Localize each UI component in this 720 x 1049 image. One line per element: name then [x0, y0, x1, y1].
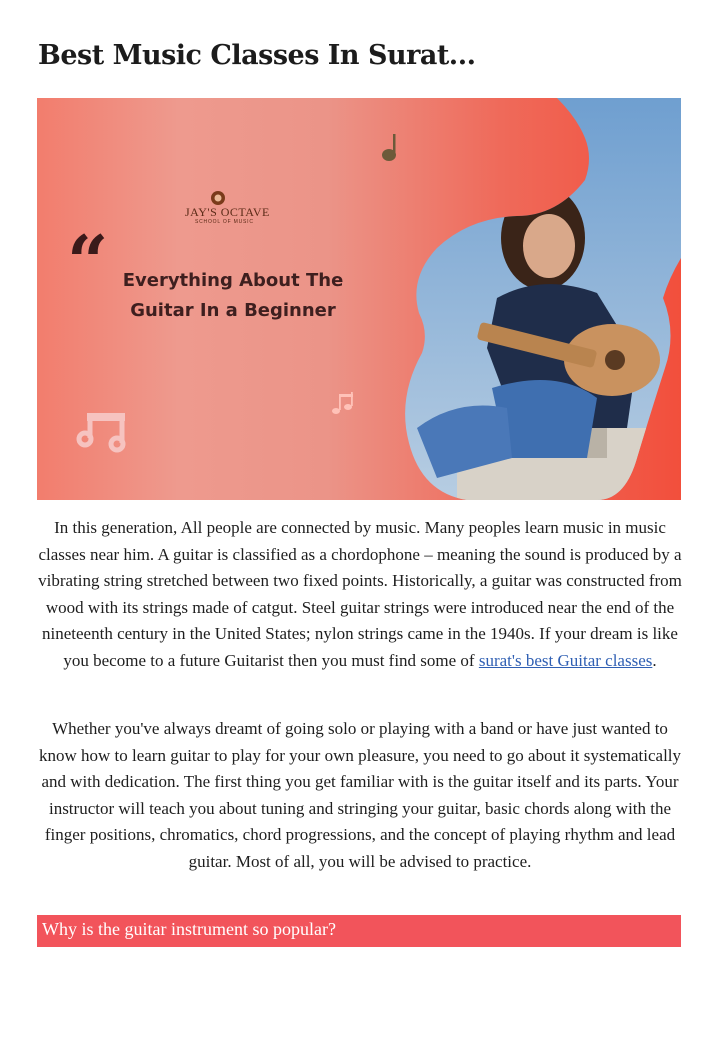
headline-line-2: Guitar In a Beginner — [130, 300, 336, 321]
music-note-icon — [382, 134, 396, 161]
beamed-notes-icon — [79, 413, 125, 450]
intro-text-end: . — [652, 650, 657, 670]
logo-name: JAY'S OCTAVE — [185, 205, 270, 219]
banner-headline — [103, 266, 363, 326]
learning-paragraph: Whether you've always dreamt of going solo or playing with a band or have just wanted to know how to learn guitar to play for your own pleasure, you need to go about it systematically and with dedication. The first thing you get familiar with is the guitar itself and its parts. Your instructor will teach you about tuning and stringing your guitar, basic chords along with the finger positions, chromatics, chord progressions, and the concept of playing rhythm and lead guitar. Most of all, you will be advised to practice. — [38, 719, 682, 871]
guitar-classes-link[interactable]: surat's best Guitar classes — [478, 650, 653, 670]
guitar-shaped-photo — [397, 98, 681, 500]
headline-line-1: Everything About The — [122, 270, 344, 291]
small-notes-icon — [332, 392, 353, 414]
logo-tagline: SCHOOL OF MUSIC — [195, 219, 254, 225]
intro-text: In this generation, All people are connected by music. Many peoples learn music in music classes near him. A guitar is classified as a chordophone – meaning the sound is produced by a vibrating string stretched between two fixed points. Historically, a guitar was constructed from wood with its strings made of catgut. Steel guitar strings were introduced near the end of the nineteenth century in the United States; nylon strings came in the 1940s. If your dream is like you become to a future Guitarist then you must find some of — [38, 518, 682, 670]
logo-emblem — [211, 191, 225, 205]
hero-banner — [37, 98, 681, 500]
page-title: Best Music Classes In Surat... — [38, 40, 476, 71]
intro-paragraph — [36, 515, 684, 674]
quote-mark-icon: “ — [67, 219, 109, 304]
section-heading: Why is the guitar instrument so popular? — [42, 919, 336, 939]
section-heading-bar — [37, 915, 681, 947]
